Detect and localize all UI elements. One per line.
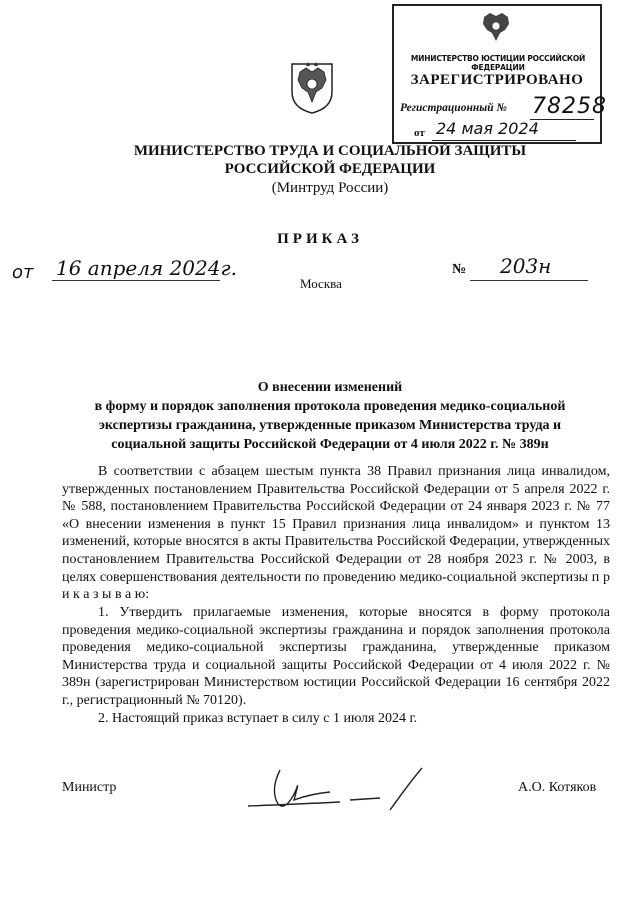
stamp-date-underline	[432, 140, 576, 141]
order-number-label: №	[452, 262, 467, 277]
coat-of-arms-emblem	[288, 58, 336, 114]
ministry-short-name: (Минтруд России)	[271, 180, 389, 196]
ministry-name-line2: РОССИЙСКОЙ ФЕДЕРАЦИИ	[224, 161, 436, 177]
order-city: Москва	[300, 276, 342, 291]
order-date: 16 апреля 2024г.	[56, 256, 237, 280]
title-line2: в форму и порядок заполнения протокола проведения медико-социальной	[94, 399, 566, 414]
signer-title: Министр	[62, 780, 117, 795]
ministry-name-line1: МИНИСТЕРСТВО ТРУДА И СОЦИАЛЬНОЙ ЗАЩИТЫ	[133, 143, 527, 159]
title-line4: социальной защиты Российской Федерации от 4 июля 2022 г. № 389н	[111, 437, 549, 452]
title-line1: О внесении изменений	[257, 380, 403, 395]
stamp-regnum-underline	[530, 119, 594, 120]
registration-stamp	[392, 4, 607, 144]
body-paragraph-item-2: 2. Настоящий приказ вступает в силу с 1 июля 2024 г.	[98, 711, 418, 726]
order-date-prefix: от	[12, 262, 34, 283]
stamp-emblem-icon	[478, 10, 514, 44]
order-date-underline	[52, 280, 220, 281]
handwritten-signature	[240, 760, 430, 820]
stamp-registered: ЗАРЕГИСТРИРОВАНО	[410, 72, 584, 88]
order-number: 203н	[500, 254, 552, 278]
order-number-underline	[470, 280, 588, 281]
stamp-date-value: 24 мая 2024	[436, 119, 539, 138]
signer-name: А.О. Котяков	[518, 780, 597, 795]
body-paragraph-preamble: В соответствии с абзацем шестым пункта 38 Правил признания лица инвалидом, утвержденных постановлением Правительства Российской Федерации от 5 апреля 2022 г. № 588, постановлением Правительства Российской Федерации от 24 января 2023 г. № 77 «О внесении изменения в пункт 15 Правил признания лица инвалидом» и пунктом 13 изменений, которые вносятся в акты Правительства Российской Федерации, утвержденных постановлением Правительства Российской Федерации от 28 ноября 2023 г. № 2003, в целях совершенствования деятельности по проведению медико-социальной экспертизы п р и к а з ы в а ю:	[62, 464, 610, 603]
title-line3: экспертизы гражданина, утвержденные приказом Министерства труда и	[98, 418, 562, 433]
stamp-ministry: МИНИСТЕРСТВО ЮСТИЦИИ РОССИЙСКОЙ ФЕДЕРАЦИИ	[410, 54, 586, 72]
stamp-regnum-label: Регистрационный №	[400, 102, 507, 114]
stamp-regnum-value: 78258	[532, 94, 607, 119]
stamp-date-prefix: от	[414, 127, 425, 139]
body-paragraph-item-1: 1. Утвердить прилагаемые изменения, которые вносятся в форму протокола проведения медико-социальной экспертизы гражданина и порядок заполнения протокола проведения медико-социальной экспертизы гражданина, утвержденные приказом Министерства труда и социальной защиты Российской Федерации от 4 июля 2022 г. № 389н (зарегистрирован Министерством юстиции Российской Федерации 16 сентября 2022 г., регистрационный № 70120).	[62, 605, 610, 708]
document-type: ПРИКАЗ	[277, 231, 363, 247]
